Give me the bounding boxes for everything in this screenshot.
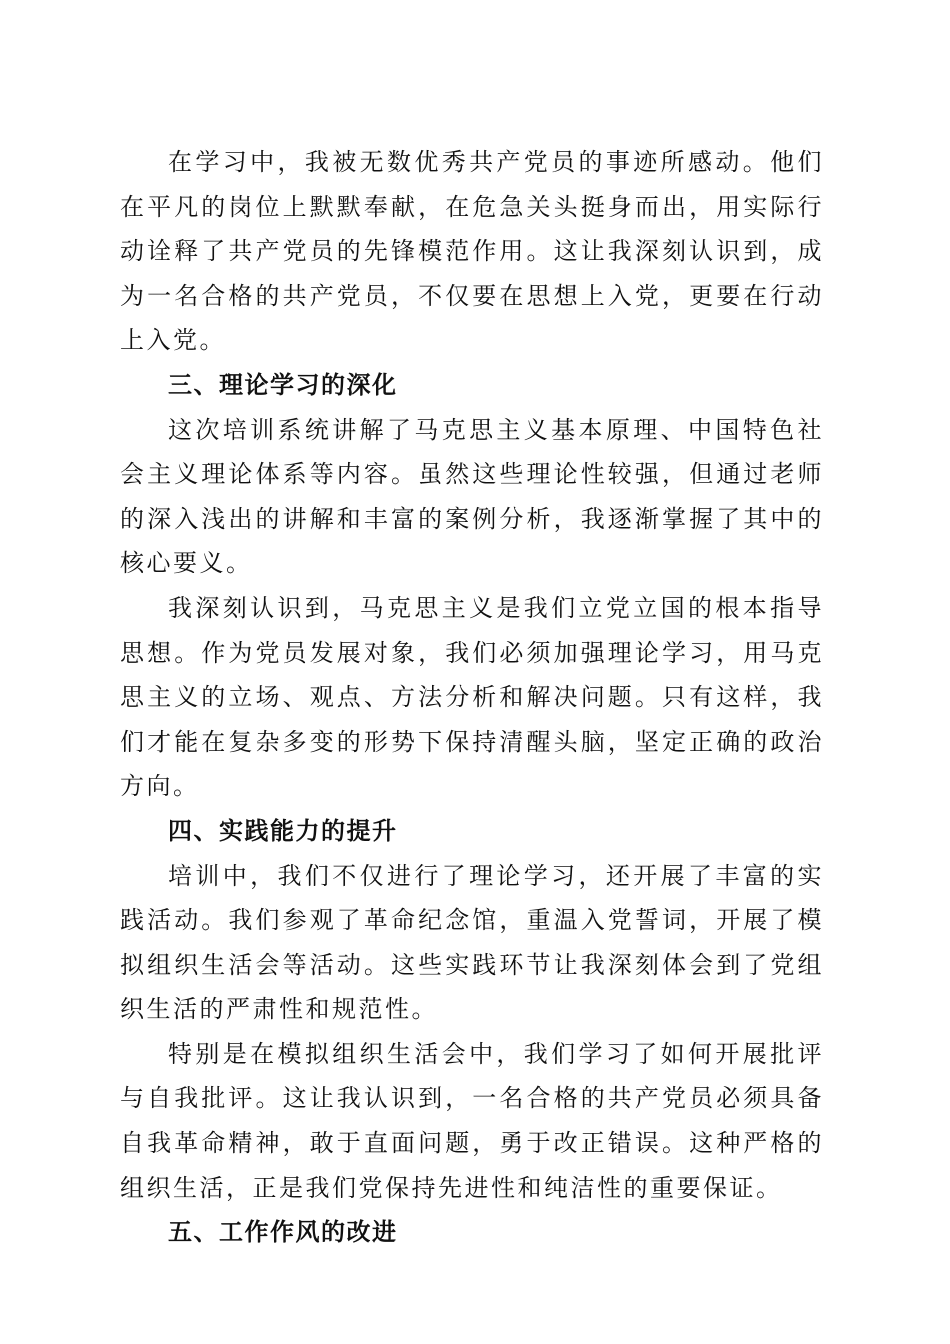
section-heading-practice-ability: 四、实践能力的提升 [168, 816, 398, 845]
paragraph-criticism-self-criticism: 特别是在模拟组织生活会中，我们学习了如何开展批评与自我批评。这让我认识到，一名合格的共产党员必须具备自我革命精神，敢于直面问题，勇于改正错误。这种严格的组织生活，正是我们党保持先进性和纯洁性的重要保证。 [120, 1039, 824, 1202]
paragraph-party-member-deeds: 在学习中，我被无数优秀共产党员的事迹所感动。他们在平凡的岗位上默默奉献，在危急关头挺身而出，用实际行动诠释了共产党员的先锋模范作用。这让我深刻认识到，成为一名合格的共产党员，不仅要在思想上入党，更要在行动上入党。 [120, 148, 824, 355]
section-heading-work-style: 五、工作作风的改进 [168, 1218, 398, 1247]
section-heading-theory-study: 三、理论学习的深化 [168, 370, 398, 399]
paragraph-practice-activities: 培训中，我们不仅进行了理论学习，还开展了丰富的实践活动。我们参观了革命纪念馆，重温入党誓词，开展了模拟组织生活会等活动。这些实践环节让我深刻体会到了党组织生活的严肃性和规范性。 [120, 861, 824, 1024]
document-page [120, 140, 824, 1255]
paragraph-training-content: 这次培训系统讲解了马克思主义基本原理、中国特色社会主义理论体系等内容。虽然这些理论性较强，但通过老师的深入浅出的讲解和丰富的案例分析，我逐渐掌握了其中的核心要义。 [120, 415, 824, 578]
paragraph-marxism-guidance: 我深刻认识到，马克思主义是我们立党立国的根本指导思想。作为党员发展对象，我们必须加强理论学习，用马克思主义的立场、观点、方法分析和解决问题。只有这样，我们才能在复杂多变的形势下保持清醒头脑，坚定正确的政治方向。 [120, 593, 824, 801]
